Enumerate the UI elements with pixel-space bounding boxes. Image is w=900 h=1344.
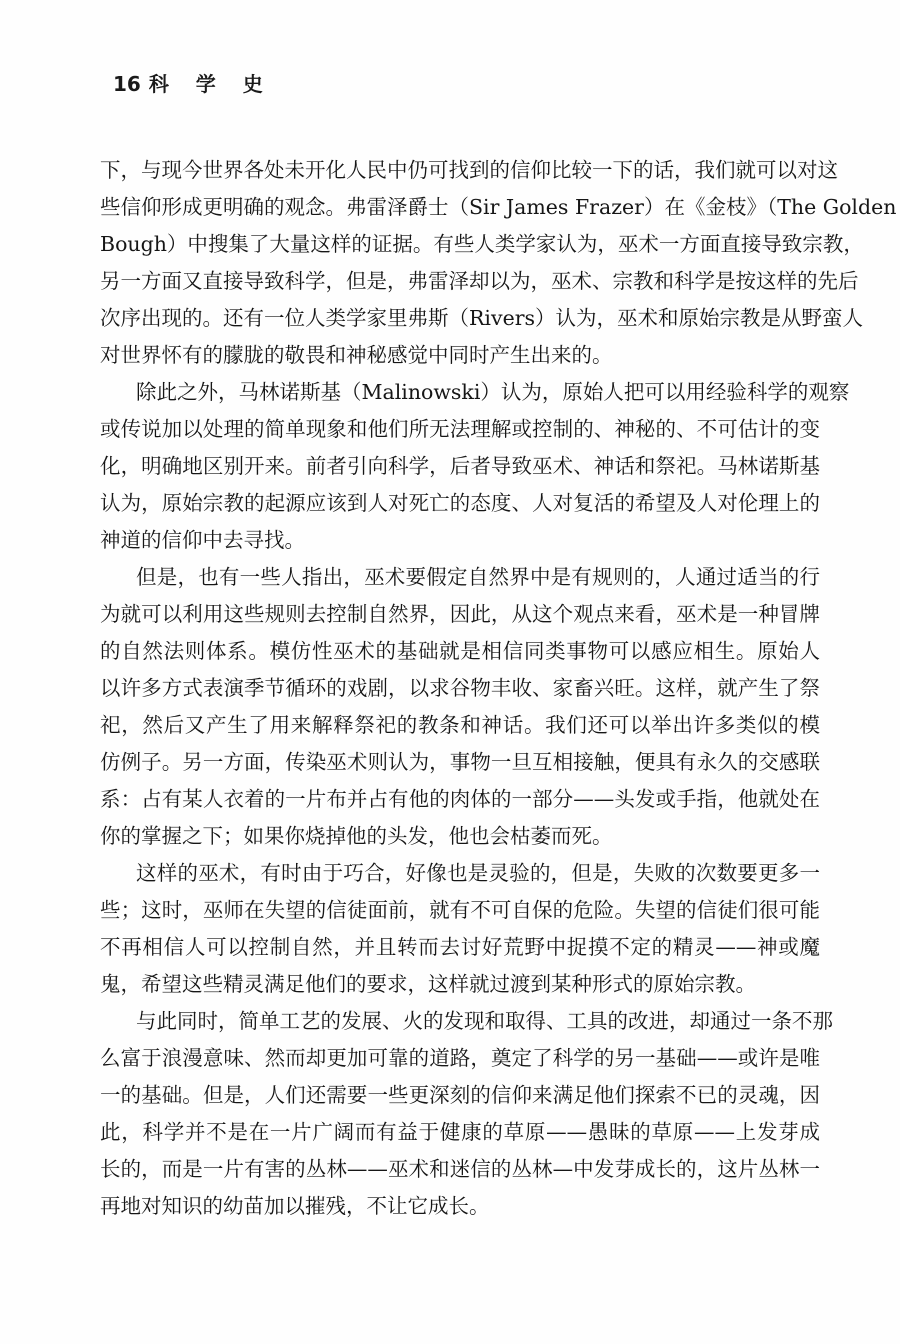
page-number: 16 [113,72,141,96]
text-line: 与此同时，简单工艺的发展、火的发现和取得、工具的改进，却通过一条不那 [136,1009,833,1033]
paragraph [100,152,897,374]
text-line: 化，明确地区别开来。前者引向科学，后者导致巫术、神话和祭祀。马林诺斯基 [100,454,820,478]
paragraph [100,374,850,559]
text-line: 再地对知识的幼苗加以摧残，不让它成长。 [100,1194,490,1218]
text-line: 些；这时，巫师在失望的信徒面前，就有不可自保的危险。失望的信徒们很可能 [100,898,820,922]
text-line: 以许多方式表演季节循环的戏剧，以求谷物丰收、家畜兴旺。这样，就产生了祭 [100,676,820,700]
text-line: 长的，而是一片有害的丛林——巫术和迷信的丛林—中发芽成长的，这片丛林一 [100,1157,820,1181]
text-line: 下，与现今世界各处未开化人民中仍可找到的信仰比较一下的话，我们就可以对这 [100,158,838,182]
text-line: 鬼，希望这些精灵满足他们的要求，这样就过渡到某种形式的原始宗教。 [100,972,756,996]
text-line: 不再相信人可以控制自然，并且转而去讨好荒野中捉摸不定的精灵——神或魔 [100,935,820,959]
text-line: 除此之外，马林诺斯基（Malinowski）认为，原始人把可以用经验科学的观察 [136,380,850,404]
text-line: 一的基础。但是，人们还需要一些更深刻的信仰来满足他们探索不已的灵魂，因 [100,1083,820,1107]
text-line: 这样的巫术，有时由于巧合，好像也是灵验的，但是，失败的次数要更多一 [136,861,820,885]
body-text [100,152,897,1225]
text-line: 的自然法则体系。模仿性巫术的基础就是相信同类事物可以感应相生。原始人 [100,639,820,663]
text-line: 另一方面又直接导致科学，但是，弗雷泽却以为，巫术、宗教和科学是按这样的先后 [100,269,859,293]
text-line: 次序出现的。还有一位人类学家里弗斯（Rivers）认为，巫术和原始宗教是从野蛮人 [100,306,864,330]
running-title: 科 学 史 [148,72,273,96]
text-line: 但是，也有一些人指出，巫术要假定自然界中是有规则的，人通过适当的行 [136,565,820,589]
paragraph [100,1003,833,1225]
text-line: 么富于浪漫意味、然而却更加可靠的道路，奠定了科学的另一基础——或许是唯 [100,1046,820,1070]
text-line: 些信仰形成更明确的观念。弗雷泽爵士（Sir James Frazer）在《金枝》（The Golden [100,195,897,219]
text-line: 祀，然后又产生了用来解释祭祀的教条和神话。我们还可以举出许多类似的模 [100,713,820,737]
text-line: 为就可以利用这些规则去控制自然界，因此，从这个观点来看，巫术是一种冒牌 [100,602,820,626]
text-line: 或传说加以处理的简单现象和他们所无法理解或控制的、神秘的、不可估计的变 [100,417,820,441]
paragraph [100,855,820,1003]
text-line: 你的掌握之下；如果你烧掉他的头发，他也会枯萎而死。 [100,824,613,848]
text-line: 此，科学并不是在一片广阔而有益于健康的草原——愚昧的草原——上发芽成 [100,1120,820,1144]
text-line: 仿例子。另一方面，传染巫术则认为，事物一旦互相接触，便具有永久的交感联 [100,750,820,774]
text-line: 系：占有某人衣着的一片布并占有他的肉体的一部分——头发或手指，他就处在 [100,787,820,811]
text-line: Bough）中搜集了大量这样的证据。有些人类学家认为，巫术一方面直接导致宗教， [100,232,864,256]
text-line: 神道的信仰中去寻找。 [100,528,305,552]
paragraph [100,559,820,855]
text-line: 对世界怀有的朦胧的敬畏和神秘感觉中同时产生出来的。 [100,343,613,367]
running-head [113,68,273,97]
text-line: 认为，原始宗教的起源应该到人对死亡的态度、人对复活的希望及人对伦理上的 [100,491,820,515]
